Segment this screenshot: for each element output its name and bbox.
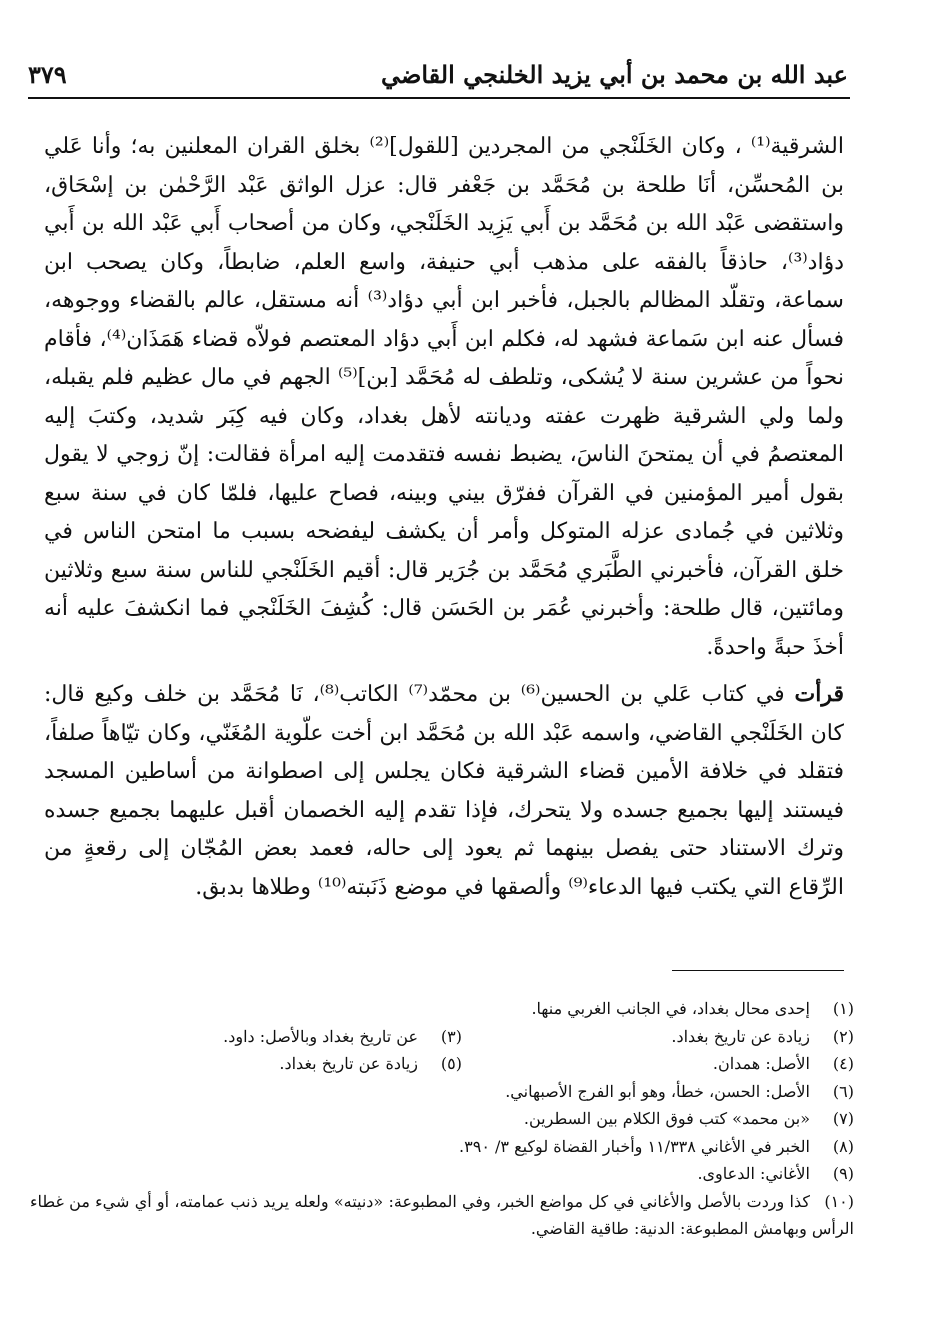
paragraph-2-text: في كتاب عَلي بن الحسين⁽⁶⁾ بن محمّد⁽⁷⁾ الكاتب⁽⁸⁾، نَا مُحَمَّد بن خلف وكيع قال: كان الخَلَنْجي القاضي، واسمه عَبْد الله بن مُحَمَّد ابن أخت علّوية المُغَنّي، وكان تيّاهاً صلفاً، فتقلد في خلافة الأمين قضاء الشرقية فكان يجلس إلى اصطوانة من أساطين المسجد فيستند إليها بجميع جسده ولا يتحرك، فإذا تقدم إليه الخصمان أقبل عليهما بجميع جسده وترك الاستناد حتى يفصل بينهما ثم يعود إلى حاله، فعمد بعض المُجّان إلى رقعةٍ من الرِّقاع التي يكتب فيها الدعاء⁽⁹⁾ وألصقها في موضع ذَنَبته⁽¹⁰⁾ وطلاها بدبق.: [44, 682, 844, 900]
footnotes: [30, 995, 854, 1243]
footnote-rule: [672, 970, 844, 971]
footnote-row: [30, 1105, 854, 1133]
footnote-9: [697, 1160, 854, 1188]
footnote-text: الأصل: همدان.: [712, 1054, 810, 1073]
running-title: عبد الله بن محمد بن أبي يزيد الخلنجي القاضي: [380, 60, 848, 89]
header-rule: [28, 97, 850, 99]
main-text: [44, 128, 844, 907]
footnote-number: (١): [832, 999, 854, 1018]
footnote-text: كذا وردت بالأصل والأغاني في كل مواضع الخبر، وفي المطبوعة: «دنيته» ولعله يريد ذنب عمامته، أو أي شيء من غطاء الرأس وبهامش المطبوعة: الدنية: طاقية القاضي.: [30, 1191, 854, 1238]
paragraph-1: الشرقية⁽¹⁾ ، وكان الخَلَنْجي من المجردين [للقول]⁽²⁾ بخلق القران المعلنين به؛ وأنا عَلي بن المُحسِّن، أنَا طلحة بن مُحَمَّد بن جَعْفر قال: عزل الواثق عَبْد الرَّحْمٰن بن إسْحَاق، واستقضى عَبْد الله بن مُحَمَّد بن أَبي يَزِيد الخَلَنْجي، وكان من أصحاب أَبي عَبْد الله بن أَبي دؤاد⁽³⁾، حاذقاً بالفقه على مذهب أبي حنيفة، واسع العلم، ضابطاً، وكان يصحب ابن سماعة، وتقلّد المظالم بالجبل، فأخبر ابن أبي دؤاد⁽³⁾ أنه مستقل، عالم بالقضاء ووجوهه، فسأل عنه ابن سَماعة فشهد له، فكلم ابن أَبي دؤاد المعتصم فولاّه قضاء هَمَذَان⁽⁴⁾، فأقام نحواً من عشرين سنة لا يُشكى، وتلطف له مُحَمَّد [بن]⁽⁵⁾ الجهم في مال عظيم فلم يقبله، ولما ولي الشرقية ظهرت عفته وديانته لأهل بغداد، وكان فيه كِبَر شديد، وكتبَ إليه المعتصمُ في أن يمتحنَ الناسَ، يضبط نفسه فتقدمت إليه امرأة فقالت: إنّ زوجي لا يقول بقول أمير المؤمنين في القرآن ففرّق بيني وبينه، فصاح عليها، فلمّا كان في سنة سبع وثلاثين في جُمادى عزله المتوكل وأمر أن يكشف ليفضحه بسبب ما امتحن الناس في خلق القرآن، فأخبرني الطَّبَري مُحَمَّد بن جُرَير قال: أقيم الخَلَنْجي للناس سنة سبع وثلاثين ومائتين، قال طلحة: وأخبرني عُمَر بن الحَسَن قال: كُشِفَ الخَلَنْجي فما انكشفَ عليه أنه أخذَ حبةً واحدةً.: [44, 134, 845, 660]
paragraph-2-lead-word: قرأت: [794, 681, 844, 707]
page-header: [28, 56, 848, 96]
footnote-number: (٦): [832, 1081, 854, 1101]
footnote-4: [462, 1050, 854, 1078]
footnote-number: (٢): [832, 1026, 854, 1046]
footnote-text: زيادة عن تاريخ بغداد.: [279, 1054, 418, 1073]
footnote-row: [30, 1050, 854, 1078]
footnote-number: (٨): [832, 1136, 854, 1156]
footnote-text: الأغاني: الدعاوى.: [697, 1164, 810, 1183]
page-number: ٣٧٩: [28, 60, 67, 89]
footnote-10: [30, 1188, 854, 1243]
footnote-1: [531, 995, 854, 1023]
footnote-text: زيادة عن تاريخ بغداد.: [671, 1026, 810, 1046]
footnote-7: [524, 1105, 854, 1133]
footnote-text: «بن محمد» كتب فوق الكلام بين السطرين.: [523, 1109, 810, 1128]
footnote-number: (٤): [832, 1054, 854, 1073]
footnote-text: الأصل: الحسن، خطأ، وهو أبو الفرج الأصبهاني.: [505, 1081, 810, 1101]
footnote-row: [30, 995, 854, 1023]
footnote-number: (٣): [440, 1026, 462, 1046]
footnote-number: (٩): [832, 1164, 854, 1183]
footnote-text: الخبر في الأغاني ١١/٣٣٨ وأخبار القضاة لوكيع ٣/ ٣٩٠.: [459, 1136, 810, 1156]
paragraph-2: [44, 675, 844, 907]
footnote-text: عن تاريخ بغداد وبالأصل: داود.: [223, 1026, 418, 1046]
footnote-row: [30, 1078, 854, 1106]
footnote-text: إحدى محال بغداد، في الجانب الغربي منها.: [531, 999, 810, 1018]
footnote-number: (١٠): [824, 1191, 854, 1211]
footnote-2: [462, 1023, 854, 1051]
footnote-number: (٥): [440, 1054, 462, 1073]
footnote-row: [30, 1133, 854, 1161]
footnote-row: [30, 1023, 854, 1051]
footnote-5: [279, 1050, 462, 1078]
footnote-row: [30, 1160, 854, 1188]
footnote-3: [223, 1023, 462, 1051]
footnote-8: [459, 1133, 854, 1161]
footnote-number: (٧): [832, 1109, 854, 1128]
footnote-6: [505, 1078, 854, 1106]
